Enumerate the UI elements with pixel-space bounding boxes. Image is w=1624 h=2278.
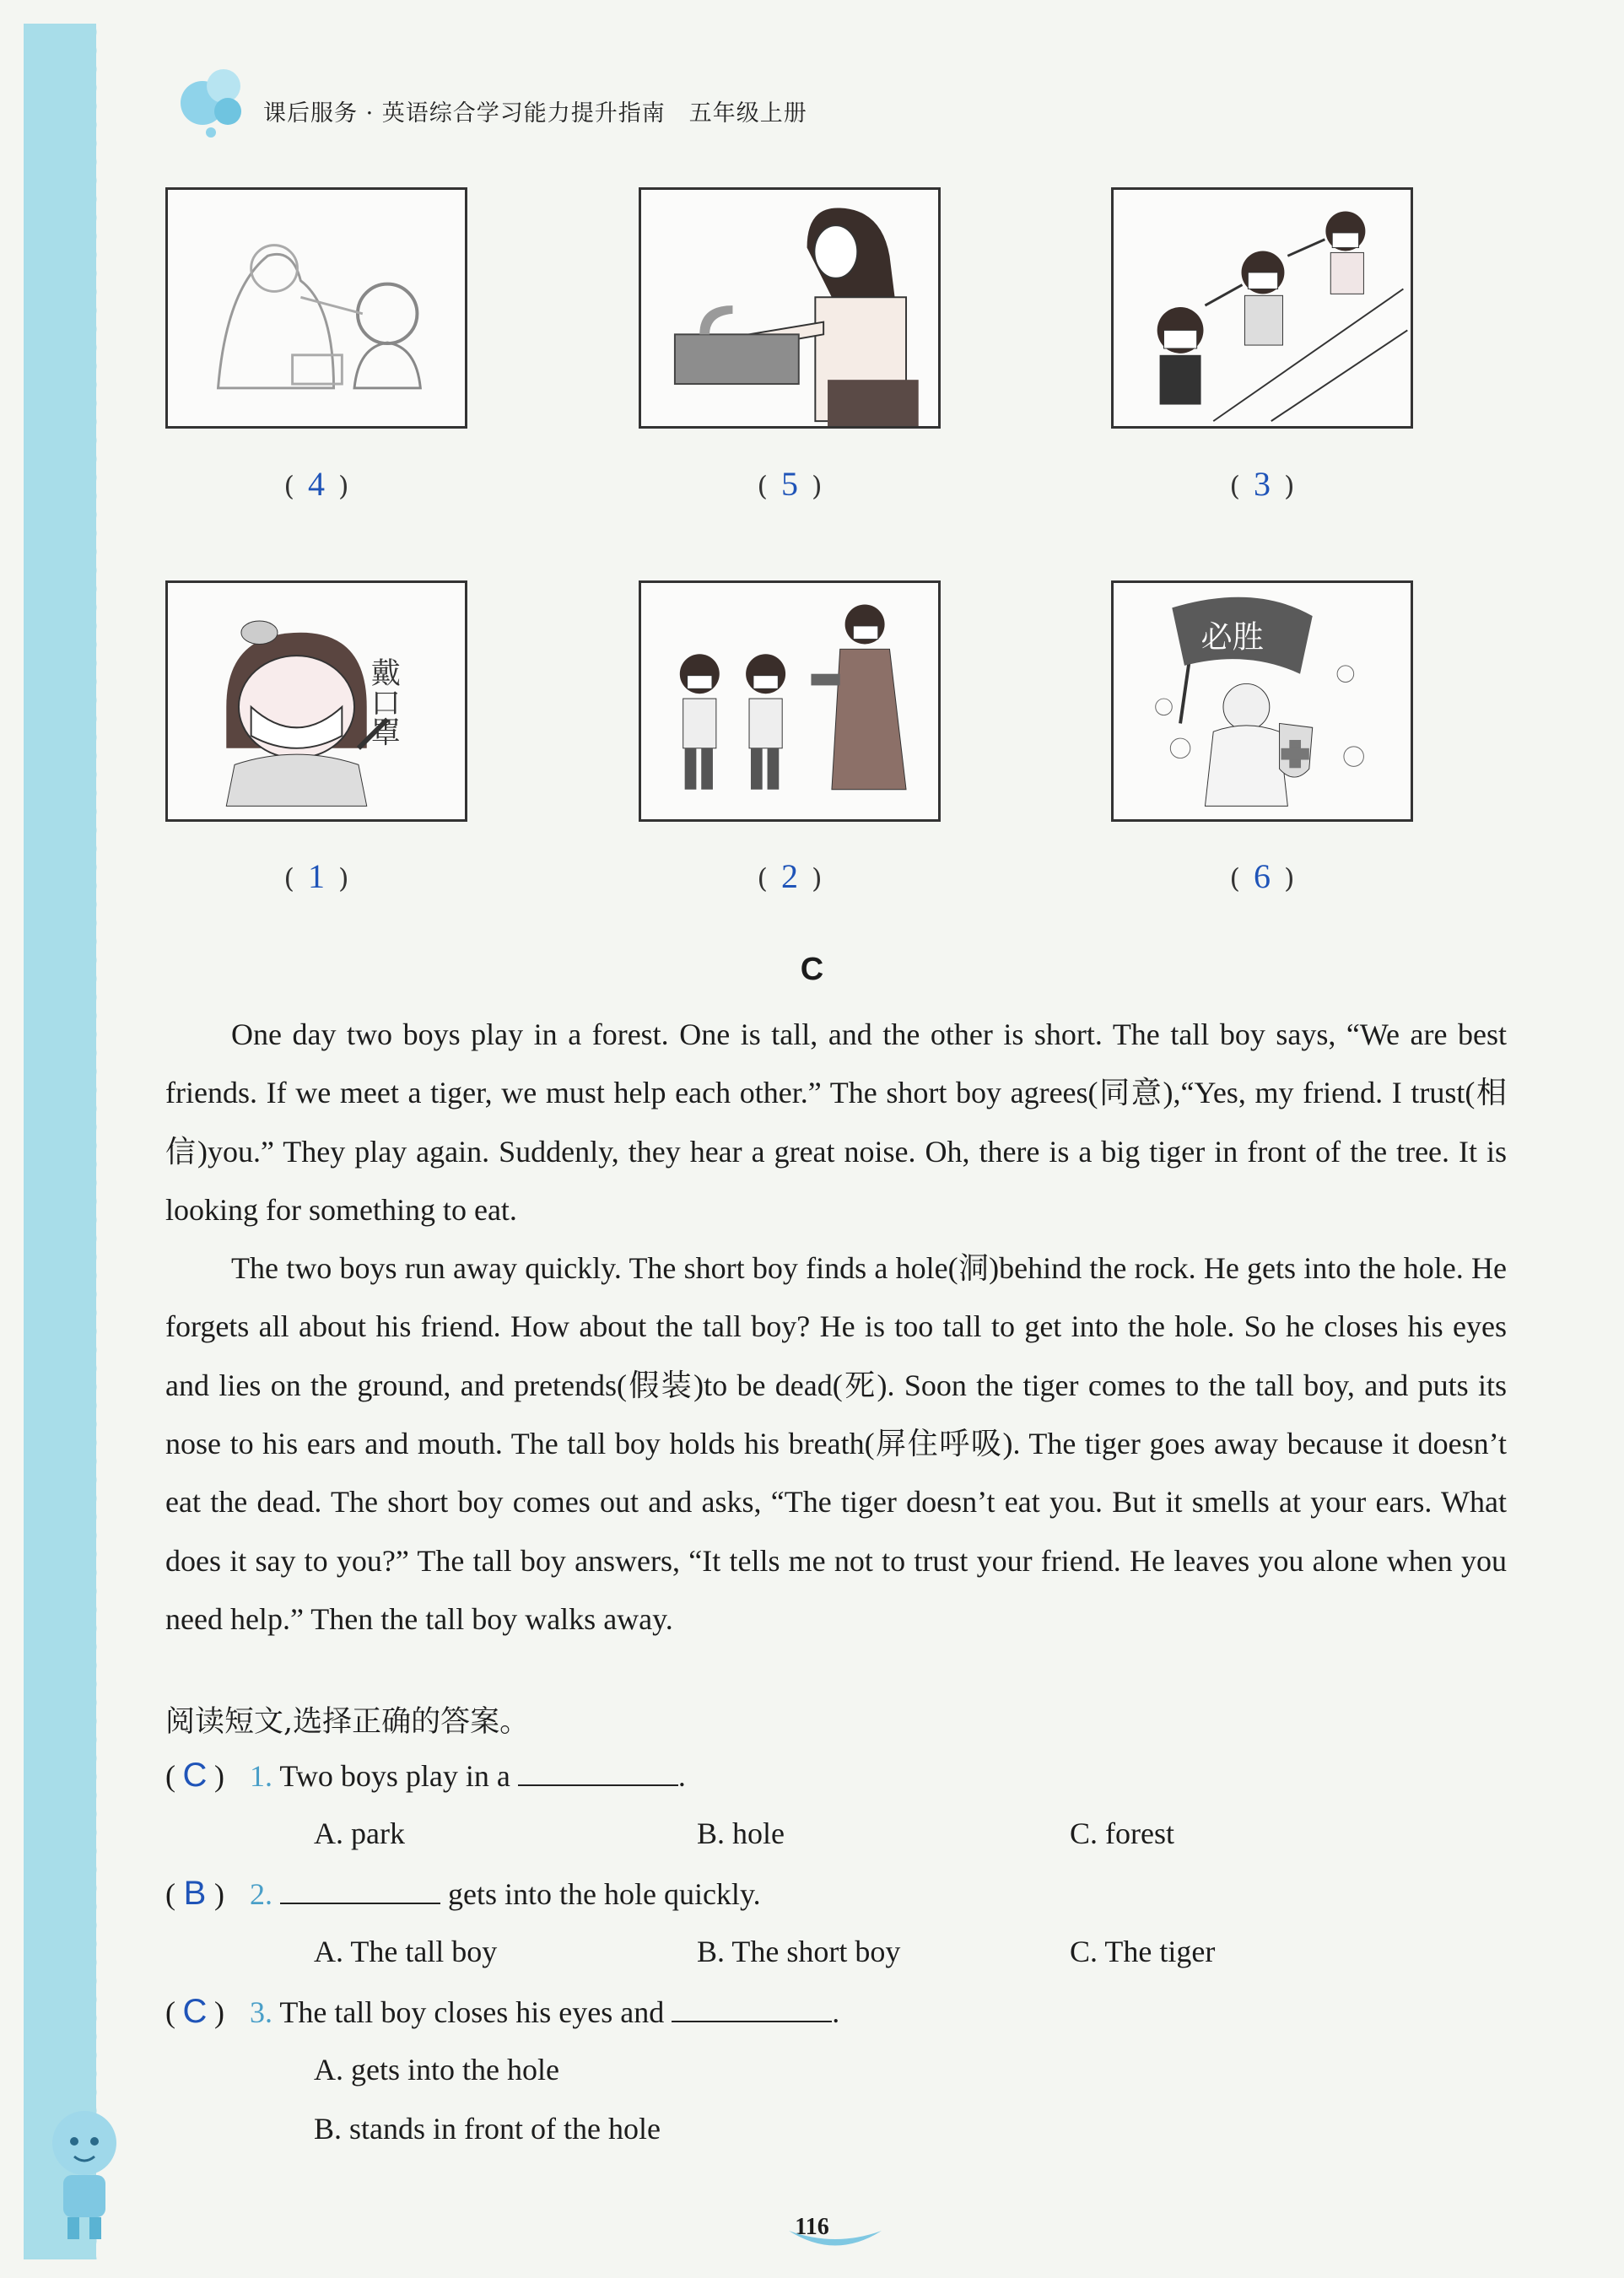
- bubble-logo-icon: [177, 61, 253, 145]
- answer-slot-4: ( 1 ): [283, 857, 349, 895]
- instruction-text: 阅读短文,选择正确的答案。: [165, 1705, 530, 1739]
- decorative-side-band: [24, 24, 96, 2259]
- option-c: C. The tiger: [1070, 1935, 1216, 1968]
- passage-paragraph-1: One day two boys play in a forest. One is tall, and the other is short. The tall boy says, “We are best friends. If we meet a tiger, we must help each other.” The short boy agrees(同意),“Yes, my friend. I trust(相信)you.” They play again. Suddenly, they hear a great noise. Oh, there is a big tiger in front of the tree. It is looking for something to eat.: [165, 1018, 1507, 1227]
- question-2: ( B ) 2. gets into the hole quickly.: [165, 1875, 761, 1912]
- question-number: 2.: [250, 1877, 272, 1911]
- keeping-distance-icon: [1114, 190, 1411, 426]
- answer-slot-5: ( 2 ): [757, 857, 823, 895]
- reading-passage: [165, 1006, 1507, 1649]
- answer-mark: B: [183, 1875, 207, 1912]
- header-title: 课后服务 · 英语综合学习能力提升指南 五年级上册: [263, 100, 807, 127]
- answer-slot-6: ( 6 ): [1229, 857, 1295, 895]
- question-1: ( C ) 1. Two boys play in a .: [165, 1757, 686, 1794]
- washing-hands-icon: [641, 190, 938, 426]
- girl-wear-mask-icon: [168, 583, 465, 819]
- answer-blank: [672, 1995, 832, 2022]
- picture-keeping-distance: [1111, 187, 1413, 429]
- picture-nurse-test-child: [165, 187, 467, 429]
- answer-mark: C: [182, 1757, 208, 1794]
- picture-temperature-check: [639, 580, 941, 822]
- wear-mask-label: 戴口罩: [365, 657, 401, 747]
- passage-paragraph-2: The two boys run away quickly. The short boy finds a hole(洞)behind the rock. He gets into the hole. He forgets all about his friend. How about the tall boy? He is too tall to get into the hole. So he closes his eyes and lies on the ground, and pretends(假装)to be dead(死). Soon the tiger comes to the tall boy, and puts its nose to his ears and mouth. The tall boy holds his breath(屏住呼吸). The tiger goes away because it doesn’t eat the dead. The short boy comes out and asks, “The tiger doesn’t eat you. But it smells at your ears. What does it say to you?” The tall boy answers, “It tells me not to trust your friend. He leaves you alone when you need help.” Then the tall boy walks away.: [165, 1251, 1507, 1636]
- answer-slot-2: ( 5 ): [757, 465, 823, 503]
- answer-slot-1: ( 4 ): [283, 465, 349, 503]
- picture-girl-wear-mask: [165, 580, 467, 822]
- temperature-check-icon: [641, 583, 938, 819]
- question-number: 3.: [250, 1995, 272, 2029]
- option-b: B. The short boy: [697, 1935, 901, 1968]
- page-number-swoosh-icon: [785, 2222, 886, 2256]
- question-3: ( C ) 3. The tall boy closes his eyes and .: [165, 1993, 840, 2030]
- section-title: C: [800, 952, 824, 987]
- victory-flag-icon: [1114, 583, 1411, 819]
- answer-mark: C: [182, 1993, 208, 2030]
- answer-blank: [280, 1877, 440, 1904]
- option-b: B. stands in front of the hole: [314, 2112, 661, 2146]
- answer-blank: [518, 1759, 678, 1786]
- question-number: 1.: [250, 1759, 272, 1793]
- picture-washing-hands: [639, 187, 941, 429]
- option-b: B. hole: [697, 1816, 785, 1850]
- nurse-test-child-icon: [168, 190, 465, 426]
- option-c: C. forest: [1070, 1816, 1174, 1850]
- victory-flag-text: 必胜: [1200, 618, 1264, 656]
- option-a: A. park: [314, 1816, 405, 1850]
- answer-slot-3: ( 3 ): [1229, 465, 1295, 503]
- option-a: A. The tall boy: [314, 1935, 498, 1968]
- page-number: 116: [795, 2214, 829, 2240]
- picture-victory-flag: [1111, 580, 1413, 822]
- option-a: A. gets into the hole: [314, 2053, 559, 2086]
